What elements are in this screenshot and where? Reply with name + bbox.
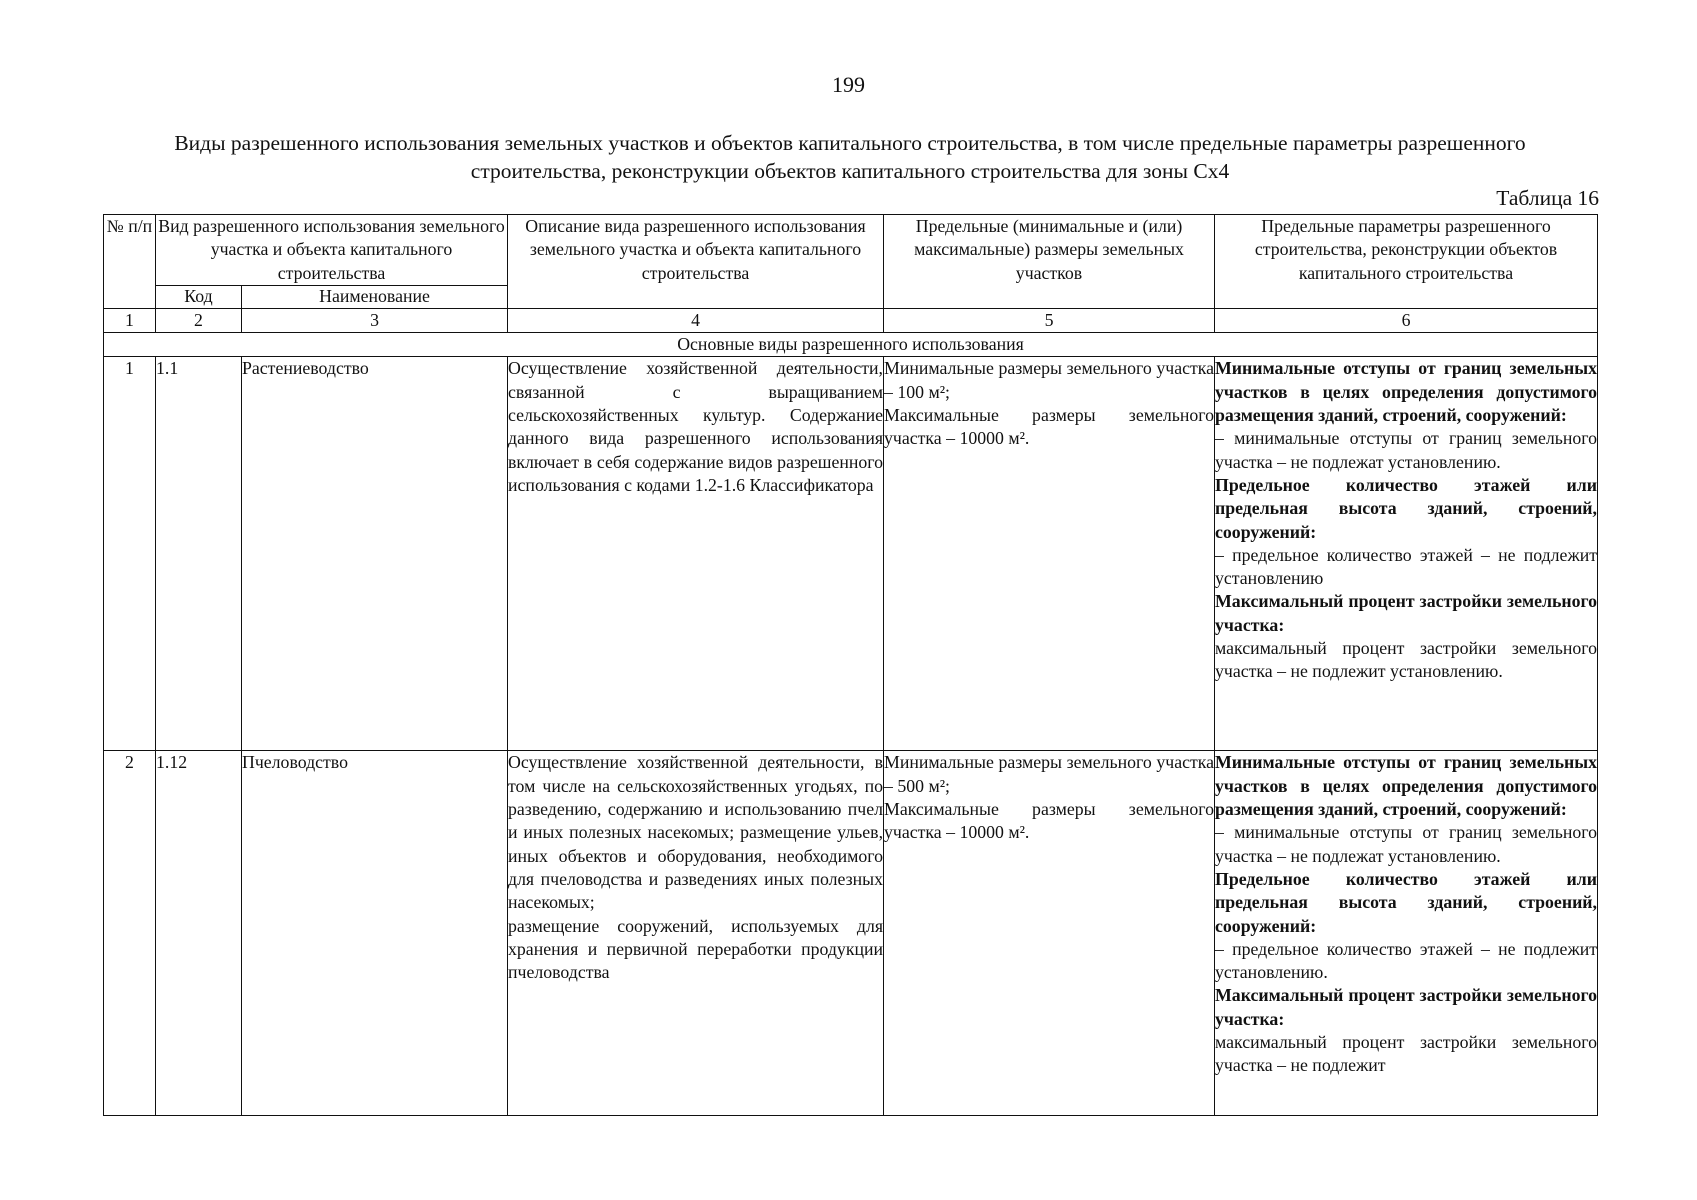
page-number: 199 <box>832 72 865 97</box>
column-number: 6 <box>1215 308 1598 332</box>
size-max: Максимальные размеры земельного участка – 10000 м². <box>884 405 1215 449</box>
plot-sizes <box>884 357 1215 751</box>
description-text: Осуществление хозяйственной деятельности, связанной с выращиванием сельскохозяйственных культур. Содержание данного вида разрешенного использования включает в себя содержание видов разрешенного использования с кодами 1.2-1.6 Классификатора <box>508 358 884 495</box>
column-number: 1 <box>104 308 156 332</box>
header-code: Код <box>156 285 242 308</box>
column-number: 5 <box>884 308 1215 332</box>
description-text-continued: размещение сооружений, используемых для хранения и первичной переработки продукции пчеловодства <box>508 915 884 983</box>
row-index: 2 <box>104 751 156 1116</box>
section-row <box>104 333 1598 357</box>
table-row <box>104 357 1598 751</box>
section-title: Основные виды разрешенного использования <box>104 333 1598 357</box>
param-coverage-heading: Максимальный процент застройки земельного участка: <box>1215 591 1598 635</box>
header-vid: Вид разрешенного использования земельного участка и объекта капитального строительства <box>156 215 508 286</box>
building-params <box>1215 357 1598 751</box>
param-coverage-heading: Максимальный процент застройки земельного участка: <box>1215 985 1598 1029</box>
param-coverage-text: максимальный процент застройки земельного участка – не подлежит установлению. <box>1215 638 1598 682</box>
column-number: 2 <box>156 308 242 332</box>
building-params <box>1215 751 1598 1116</box>
use-name: Пчеловодство <box>242 751 508 1116</box>
param-floors-text: – предельное количество этажей – не подлежит установлению <box>1215 544 1598 589</box>
header-row-top <box>104 215 1598 286</box>
param-floors-text: – предельное количество этажей – не подлежит установлению. <box>1215 938 1598 983</box>
size-min: Минимальные размеры земельного участка – 500 м²; <box>884 752 1215 796</box>
param-coverage-text: максимальный процент застройки земельного участка – не подлежит <box>1215 1032 1598 1076</box>
header-params: Предельные параметры разрешенного строительства, реконструкции объектов капитального строительства <box>1215 215 1598 309</box>
use-code: 1.12 <box>156 751 242 1116</box>
table-label: Таблица 16 <box>1496 186 1599 210</box>
column-number-row <box>104 308 1598 332</box>
use-name: Растениеводство <box>242 357 508 751</box>
column-number: 3 <box>242 308 508 332</box>
param-setback-heading: Минимальные отступы от границ земельных участков в целях определения допустимого размещения зданий, строений, сооружений: <box>1215 358 1598 426</box>
size-max: Максимальные размеры земельного участка – 10000 м². <box>884 799 1215 843</box>
use-code: 1.1 <box>156 357 242 751</box>
param-setback-text: – минимальные отступы от границ земельного участка – не подлежат установлению. <box>1215 822 1598 866</box>
column-number: 4 <box>508 308 884 332</box>
param-setback-text: – минимальные отступы от границ земельного участка – не подлежат установлению. <box>1215 428 1598 472</box>
param-setback-heading: Минимальные отступы от границ земельных участков в целях определения допустимого размещения зданий, строений, сооружений: <box>1215 752 1598 820</box>
document-title: Виды разрешенного использования земельных участков и объектов капитального строительства, в том числе предельные параметры разрешенного строительства, реконструкции объектов капитального строительства для зоны Сх4 <box>174 131 1526 183</box>
use-description <box>508 751 884 1116</box>
size-min: Минимальные размеры земельного участка – 100 м²; <box>884 358 1215 402</box>
plot-sizes <box>884 751 1215 1116</box>
table-row <box>104 751 1598 1116</box>
header-num: № п/п <box>104 215 156 309</box>
row-index: 1 <box>104 357 156 751</box>
param-floors-heading: Предельное количество этажей или предельная высота зданий, строений, сооружений: <box>1215 868 1598 936</box>
header-name: Наименование <box>242 285 508 308</box>
permitted-use-table <box>103 214 1598 1116</box>
use-description <box>508 357 884 751</box>
param-floors-heading: Предельное количество этажей или предельная высота зданий, строений, сооружений: <box>1215 474 1598 542</box>
header-desc: Описание вида разрешенного использования земельного участка и объекта капитального строительства <box>508 215 884 309</box>
description-text: Осуществление хозяйственной деятельности, в том числе на сельскохозяйственных угодьях, по разведению, содержанию и использованию пчел и иных полезных насекомых; размещение ульев, иных объектов и оборудования, необходимого для пчеловодства и разведениях иных полезных насекомых; <box>508 752 884 913</box>
header-sizes: Предельные (минимальные и (или) максимальные) размеры земельных участков <box>884 215 1215 309</box>
